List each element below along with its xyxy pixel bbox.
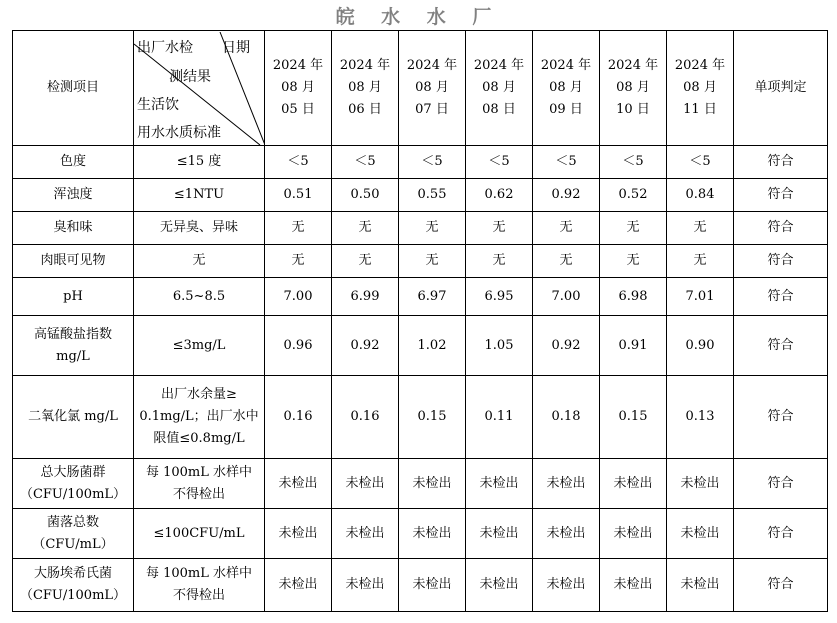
standard-cell: ≤3mg/L <box>134 316 265 376</box>
page-title: 皖 水 水 厂 <box>335 6 502 28</box>
standard-cell: ≤15 度 <box>134 146 265 179</box>
value-cell: 未检出 <box>466 459 533 509</box>
value-cell: 未检出 <box>466 559 533 612</box>
value-cell: ＜5 <box>600 146 667 179</box>
judge-cell: 符合 <box>734 245 828 278</box>
judge-cell: 符合 <box>734 179 828 212</box>
value-cell: 无 <box>667 212 734 245</box>
value-cell: ＜5 <box>466 146 533 179</box>
value-cell: 未检出 <box>399 459 466 509</box>
table-row <box>13 559 828 612</box>
judge-cell: 符合 <box>734 146 828 179</box>
value-cell: 未检出 <box>600 459 667 509</box>
value-cell: 无 <box>466 245 533 278</box>
standard-cell: 无 <box>134 245 265 278</box>
header-diagonal-cell <box>134 31 265 146</box>
value-cell: 0.51 <box>265 179 332 212</box>
value-cell: 7.00 <box>265 278 332 316</box>
judge-cell: 符合 <box>734 278 828 316</box>
value-cell: 1.02 <box>399 316 466 376</box>
value-cell: 无 <box>600 245 667 278</box>
value-cell: 6.95 <box>466 278 533 316</box>
value-cell: 无 <box>466 212 533 245</box>
value-cell: 0.91 <box>600 316 667 376</box>
item-name-cell: 总大肠菌群 （CFU/100mL） <box>13 459 134 509</box>
header-date-cell: 2024 年 08 月 05 日 <box>265 31 332 146</box>
water-quality-table <box>12 30 828 612</box>
item-name-cell: 臭和味 <box>13 212 134 245</box>
value-cell: 0.90 <box>667 316 734 376</box>
value-cell: 未检出 <box>533 559 600 612</box>
value-cell: 未检出 <box>466 509 533 559</box>
judge-cell: 符合 <box>734 459 828 509</box>
value-cell: 未检出 <box>667 459 734 509</box>
judge-cell: 符合 <box>734 559 828 612</box>
value-cell: 0.92 <box>332 316 399 376</box>
item-name-cell: 浑浊度 <box>13 179 134 212</box>
value-cell: 未检出 <box>600 559 667 612</box>
value-cell: 无 <box>600 212 667 245</box>
table-row <box>13 316 828 376</box>
header-judge-cell: 单项判定 <box>734 31 828 146</box>
value-cell: ＜5 <box>265 146 332 179</box>
value-cell: 未检出 <box>399 509 466 559</box>
header-row <box>13 31 828 146</box>
value-cell: 未检出 <box>265 559 332 612</box>
diag-label-result-line2: 测结果 <box>169 68 211 85</box>
header-date-cell: 2024 年 08 月 06 日 <box>332 31 399 146</box>
item-name-cell: 肉眼可见物 <box>13 245 134 278</box>
value-cell: 未检出 <box>332 559 399 612</box>
value-cell: 未检出 <box>265 509 332 559</box>
value-cell: 1.05 <box>466 316 533 376</box>
item-name-cell: 大肠埃希氏菌 （CFU/100mL） <box>13 559 134 612</box>
value-cell: 0.92 <box>533 179 600 212</box>
table-row <box>13 459 828 509</box>
standard-cell: ≤1NTU <box>134 179 265 212</box>
value-cell: 6.98 <box>600 278 667 316</box>
value-cell: 7.01 <box>667 278 734 316</box>
value-cell: 未检出 <box>533 509 600 559</box>
value-cell: 0.52 <box>600 179 667 212</box>
value-cell: 0.62 <box>466 179 533 212</box>
standard-cell: 无异臭、异味 <box>134 212 265 245</box>
value-cell: ＜5 <box>533 146 600 179</box>
diag-label-result-line1: 出厂水检 <box>137 39 193 56</box>
item-name-cell: pH <box>13 278 134 316</box>
standard-cell: 每 100mL 水样中 不得检出 <box>134 459 265 509</box>
item-name-cell: 二氧化氯 mg/L <box>13 376 134 459</box>
standard-cell: ≤100CFU/mL <box>134 509 265 559</box>
value-cell: 未检出 <box>667 509 734 559</box>
table-row <box>13 245 828 278</box>
value-cell: 未检出 <box>667 559 734 612</box>
header-date-cell: 2024 年 08 月 10 日 <box>600 31 667 146</box>
table-row <box>13 212 828 245</box>
value-cell: 0.11 <box>466 376 533 459</box>
value-cell: 0.92 <box>533 316 600 376</box>
header-date-cell: 2024 年 08 月 07 日 <box>399 31 466 146</box>
judge-cell: 符合 <box>734 509 828 559</box>
value-cell: ＜5 <box>332 146 399 179</box>
item-name-cell: 色度 <box>13 146 134 179</box>
value-cell: 0.18 <box>533 376 600 459</box>
value-cell: 无 <box>265 245 332 278</box>
value-cell: 0.84 <box>667 179 734 212</box>
value-cell: 0.15 <box>399 376 466 459</box>
value-cell: 0.50 <box>332 179 399 212</box>
value-cell: 未检出 <box>399 559 466 612</box>
item-name-cell: 高锰酸盐指数 mg/L <box>13 316 134 376</box>
value-cell: 无 <box>399 245 466 278</box>
diag-label-standard-line2: 用水水质标准 <box>137 124 221 141</box>
header-date-cell: 2024 年 08 月 08 日 <box>466 31 533 146</box>
value-cell: 6.99 <box>332 278 399 316</box>
value-cell: 0.13 <box>667 376 734 459</box>
diag-label-date: 日期 <box>222 39 250 56</box>
value-cell: 未检出 <box>600 509 667 559</box>
standard-cell: 6.5~8.5 <box>134 278 265 316</box>
value-cell: 0.96 <box>265 316 332 376</box>
value-cell: 未检出 <box>332 459 399 509</box>
value-cell: 无 <box>533 212 600 245</box>
value-cell: 无 <box>399 212 466 245</box>
value-cell: 未检出 <box>533 459 600 509</box>
judge-cell: 符合 <box>734 316 828 376</box>
table-row <box>13 509 828 559</box>
value-cell: 无 <box>265 212 332 245</box>
judge-cell: 符合 <box>734 376 828 459</box>
standard-cell: 出厂水余量≥ 0.1mg/L；出厂水中 限值≤0.8mg/L <box>134 376 265 459</box>
item-name-cell: 菌落总数 （CFU/mL） <box>13 509 134 559</box>
value-cell: 0.16 <box>265 376 332 459</box>
standard-cell: 每 100mL 水样中 不得检出 <box>134 559 265 612</box>
value-cell: 无 <box>533 245 600 278</box>
header-date-cell: 2024 年 08 月 11 日 <box>667 31 734 146</box>
table-row <box>13 278 828 316</box>
table-row <box>13 179 828 212</box>
judge-cell: 符合 <box>734 212 828 245</box>
value-cell: 0.55 <box>399 179 466 212</box>
value-cell: 未检出 <box>332 509 399 559</box>
value-cell: ＜5 <box>399 146 466 179</box>
value-cell: ＜5 <box>667 146 734 179</box>
diag-label-standard-line1: 生活饮 <box>137 96 179 113</box>
header-date-cell: 2024 年 08 月 09 日 <box>533 31 600 146</box>
value-cell: 无 <box>332 212 399 245</box>
value-cell: 未检出 <box>265 459 332 509</box>
value-cell: 无 <box>667 245 734 278</box>
value-cell: 6.97 <box>399 278 466 316</box>
value-cell: 0.15 <box>600 376 667 459</box>
table-row <box>13 376 828 459</box>
value-cell: 0.16 <box>332 376 399 459</box>
value-cell: 7.00 <box>533 278 600 316</box>
table-row <box>13 146 828 179</box>
value-cell: 无 <box>332 245 399 278</box>
header-item-cell: 检测项目 <box>13 31 134 146</box>
